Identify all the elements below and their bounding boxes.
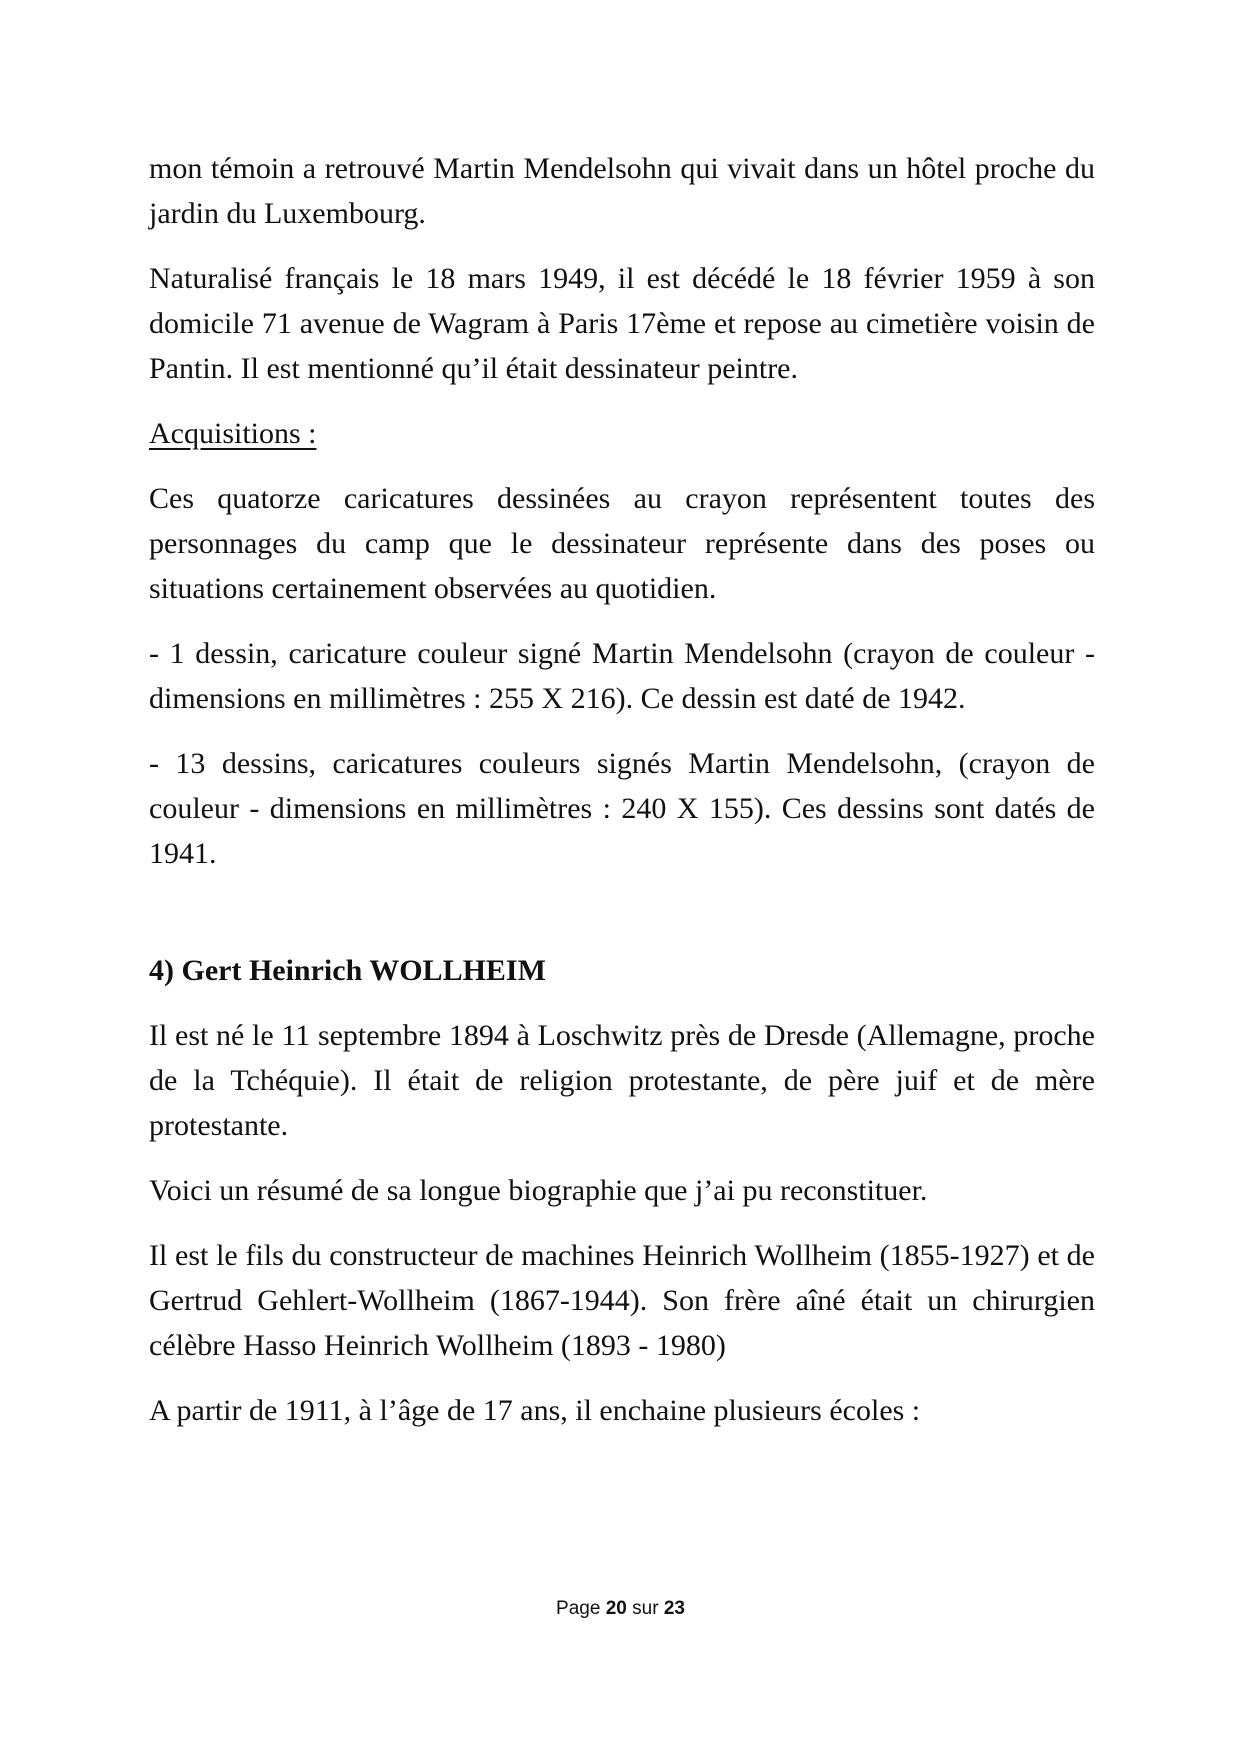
- footer-middle: sur: [632, 1598, 659, 1619]
- paragraph-summary: Voici un résumé de sa longue biographie que j’ai pu reconstituer.: [149, 1174, 928, 1207]
- list-item-one-drawing: - 1 dessin, caricature couleur signé Martin Mendelsohn (crayon de couleur - dimensions en millimètres : 255 X 216). Ce dessin est daté de 1942.: [149, 637, 1095, 715]
- footer-total-pages: 23: [663, 1598, 685, 1619]
- paragraph-hotel: mon témoin a retrouvé Martin Mendelsohn qui vivait dans un hôtel proche du jardin du Luxembourg.: [149, 152, 1095, 230]
- paragraph-schools: A partir de 1911, à l’âge de 17 ans, il enchaine plusieurs écoles :: [149, 1394, 921, 1427]
- paragraph-naturalisation: Naturalisé français le 18 mars 1949, il est décédé le 18 février 1959 à son domicile 71 avenue de Wagram à Paris 17ème et repose au cimetière voisin de Pantin. Il est mentionné qu’il était dessinateur peintre.: [149, 262, 1095, 385]
- paragraph-family: Il est le fils du constructeur de machines Heinrich Wollheim (1855-1927) et de Gertrud Gehlert-Wollheim (1867-1944). Son frère aîné était un chirurgien célèbre Hasso Heinrich Wollheim (1893 - 1980): [149, 1239, 1095, 1362]
- footer-prefix: Page: [556, 1598, 601, 1619]
- paragraph-caricatures: Ces quatorze caricatures dessinées au crayon représentent toutes des personnages du camp que le dessinateur représente dans des poses ou situations certainement observées au quotidien.: [149, 482, 1095, 605]
- page-body: [149, 146, 1095, 1453]
- list-item-thirteen-drawings: - 13 dessins, caricatures couleurs signés Martin Mendelsohn, (crayon de couleur - dimensions en millimètres : 240 X 155). Ces dessins sont datés de 1941.: [149, 747, 1095, 870]
- section-heading: 4) Gert Heinrich WOLLHEIM: [149, 954, 546, 987]
- paragraph-birth: Il est né le 11 septembre 1894 à Loschwitz près de Dresde (Allemagne, proche de la Tchéquie). Il était de religion protestante, de père juif et de mère protestante.: [149, 1019, 1095, 1142]
- acquisitions-heading: Acquisitions :: [149, 417, 317, 450]
- page-footer: [0, 1598, 1241, 1620]
- footer-current-page: 20: [605, 1598, 627, 1619]
